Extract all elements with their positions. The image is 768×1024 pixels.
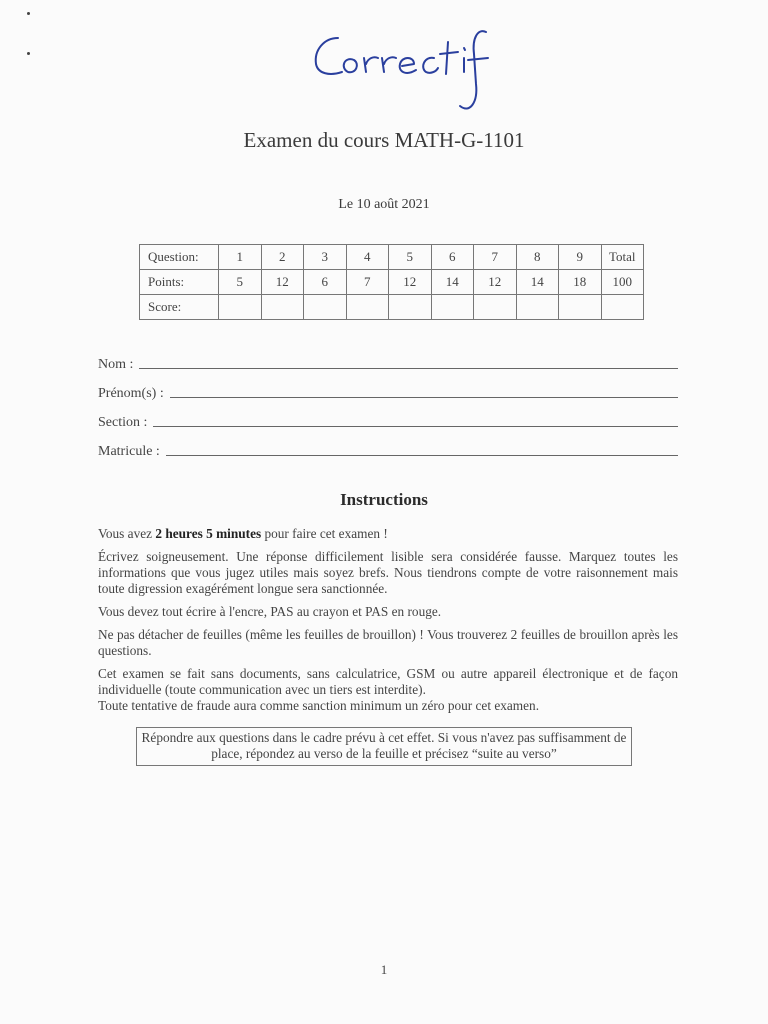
instruction-ink: Vous devez tout écrire à l'encre, PAS au crayon et PAS en rouge.	[98, 604, 442, 619]
row-label: Points:	[140, 270, 219, 295]
row-label: Score:	[140, 295, 219, 320]
instruction-sheets: Ne pas détacher de feuilles (même les feuilles de brouillon) ! Vous trouverez 2 feuilles de brouillon après les questions.	[98, 627, 678, 658]
table-cell: 18	[559, 270, 602, 295]
instruction-text: Toute tentative de fraude aura comme sanction minimum un zéro pour cet examen.	[98, 698, 540, 713]
table-row-score	[140, 295, 644, 320]
table-row-points	[140, 270, 644, 295]
instruction-text: Vous avez	[98, 526, 156, 541]
table-cell: 9	[559, 245, 602, 270]
instruction-text: Cet examen se fait sans documents, sans calculatrice, GSM ou autre appareil électronique et de façon individuelle (toute communication avec un tiers est interdite).	[98, 666, 678, 697]
instruction-writing: Écrivez soigneusement. Une réponse difficilement lisible sera considérée fausse. Marquez toutes les informations que vous jugez utiles mais soyez brefs. Nous tiendrons compte de votre raisonnement mais toute digression exagérément longue sera sanctionnée.	[98, 549, 678, 596]
prenom-label: Prénom(s) :	[98, 386, 164, 401]
table-row-questions	[140, 245, 644, 270]
matricule-label: Matricule :	[98, 444, 160, 459]
score-cell[interactable]	[474, 295, 517, 320]
matricule-input-line[interactable]	[166, 455, 678, 456]
section-field	[98, 402, 678, 431]
table-cell: 1	[219, 245, 262, 270]
prenom-input-line[interactable]	[170, 397, 678, 398]
instruction-text: pour faire cet examen !	[261, 526, 388, 541]
page-number: 1	[380, 962, 388, 977]
score-cell[interactable]	[304, 295, 347, 320]
row-label: Question:	[140, 245, 219, 270]
matricule-field	[98, 431, 678, 460]
section-label: Section :	[98, 415, 148, 430]
score-cell[interactable]	[389, 295, 432, 320]
table-cell: 6	[304, 270, 347, 295]
correctif-handwriting	[310, 24, 500, 120]
instruction-rules	[98, 666, 678, 714]
table-cell: 12	[261, 270, 304, 295]
answer-notice-box: Répondre aux questions dans le cadre prévu à cet effet. Si vous n'avez pas suffisamment de place, répondez au verso de la feuille et précisez “suite au verso”	[136, 727, 632, 766]
table-cell: 5	[389, 245, 432, 270]
prenom-field	[98, 373, 678, 402]
table-cell: 12	[474, 270, 517, 295]
exam-title: Examen du cours MATH-G-1101	[243, 128, 525, 152]
table-cell: 8	[516, 245, 559, 270]
score-table	[139, 244, 644, 320]
table-cell: 14	[431, 270, 474, 295]
score-cell[interactable]	[431, 295, 474, 320]
score-cell[interactable]	[516, 295, 559, 320]
nom-input-line[interactable]	[139, 368, 678, 369]
table-cell: 7	[346, 270, 389, 295]
table-cell: 3	[304, 245, 347, 270]
instruction-duration	[98, 526, 678, 542]
scan-speck	[27, 52, 30, 55]
scan-speck	[27, 12, 30, 15]
score-cell[interactable]	[559, 295, 602, 320]
table-cell: 5	[219, 270, 262, 295]
exam-date: Le 10 août 2021	[338, 197, 430, 212]
table-cell: Total	[601, 245, 644, 270]
table-cell: 12	[389, 270, 432, 295]
score-cell[interactable]	[219, 295, 262, 320]
table-cell: 14	[516, 270, 559, 295]
table-cell: 100	[601, 270, 644, 295]
nom-label: Nom :	[98, 357, 134, 372]
table-cell: 6	[431, 245, 474, 270]
instructions-heading: Instructions	[340, 490, 428, 509]
table-cell: 7	[474, 245, 517, 270]
table-cell: 2	[261, 245, 304, 270]
student-info-fields	[98, 344, 678, 460]
score-cell-total[interactable]	[601, 295, 644, 320]
nom-field	[98, 344, 678, 373]
table-cell: 4	[346, 245, 389, 270]
duration-emphasis: 2 heures 5 minutes	[155, 526, 262, 541]
instructions-body	[98, 526, 678, 721]
section-input-line[interactable]	[153, 426, 678, 427]
score-cell[interactable]	[261, 295, 304, 320]
score-cell[interactable]	[346, 295, 389, 320]
